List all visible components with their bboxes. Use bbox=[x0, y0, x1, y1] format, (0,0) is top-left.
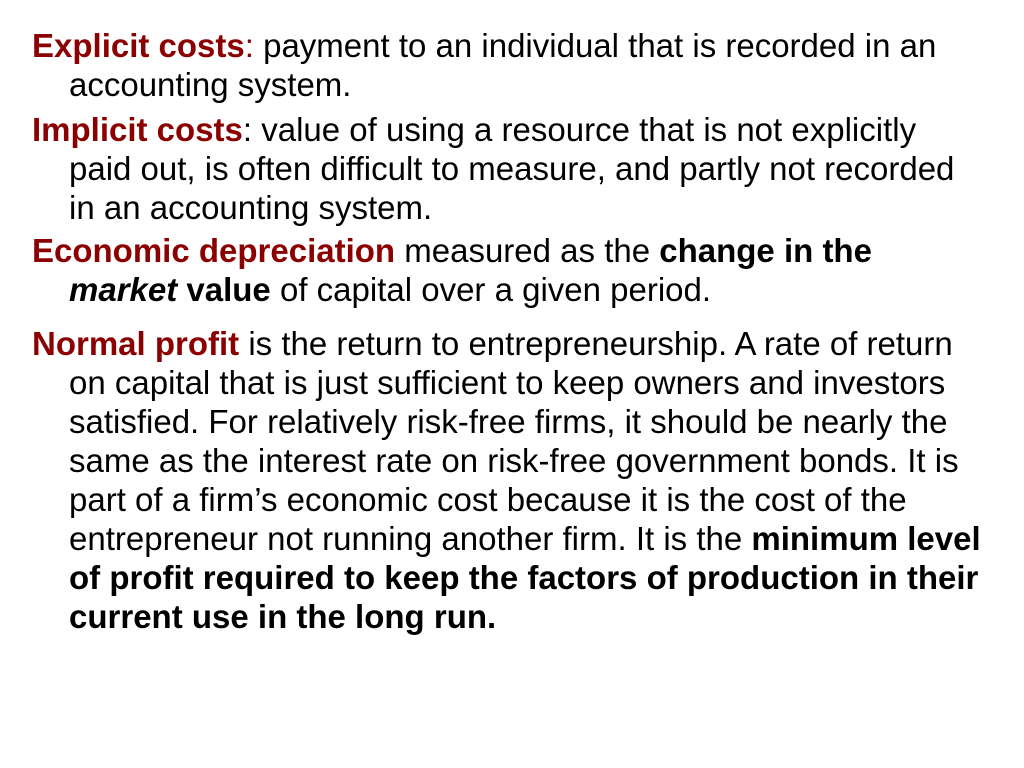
economic-depreciation-bold-1: change in the bbox=[659, 232, 872, 269]
explicit-costs-term: Explicit costs bbox=[32, 27, 245, 64]
economic-depreciation-market: market bbox=[69, 271, 178, 308]
implicit-costs-term: Implicit costs bbox=[32, 111, 243, 148]
economic-depreciation-text-1: measured as the bbox=[395, 232, 660, 269]
normal-profit-definition: is the return to entrepreneurship. A rate of return on capital that is just sufficient to keep owners and investors satisfied. For relatively risk-free firms, it should be nearly the same as the interest rate on risk-free government bonds. It is part of a firm’s economic cost because it is the cost of the entrepreneur not running another firm. It is the bbox=[69, 325, 959, 557]
normal-profit-term: Normal profit bbox=[32, 325, 240, 362]
implicit-costs-paragraph bbox=[32, 110, 984, 227]
economic-depreciation-bold-2: value bbox=[177, 271, 271, 308]
explicit-costs-definition: payment to an individual that is recorded in an accounting system. bbox=[69, 27, 937, 103]
normal-profit-emphasis: minimum level of profit required to keep the factors of production in their current use in the long run. bbox=[69, 520, 981, 635]
economic-depreciation-term: Economic depreciation bbox=[32, 232, 396, 269]
explicit-costs-paragraph bbox=[32, 26, 984, 104]
implicit-costs-definition: value of using a resource that is not explicitly paid out, is often difficult to measure, and partly not recorded in an accounting system. bbox=[69, 111, 955, 226]
normal-profit-paragraph bbox=[32, 324, 984, 636]
economic-depreciation-text-2: of capital over a given period. bbox=[270, 271, 712, 308]
explicit-costs-colon: : bbox=[244, 27, 254, 64]
economic-depreciation-paragraph bbox=[32, 231, 984, 309]
implicit-costs-colon: : bbox=[242, 111, 253, 148]
